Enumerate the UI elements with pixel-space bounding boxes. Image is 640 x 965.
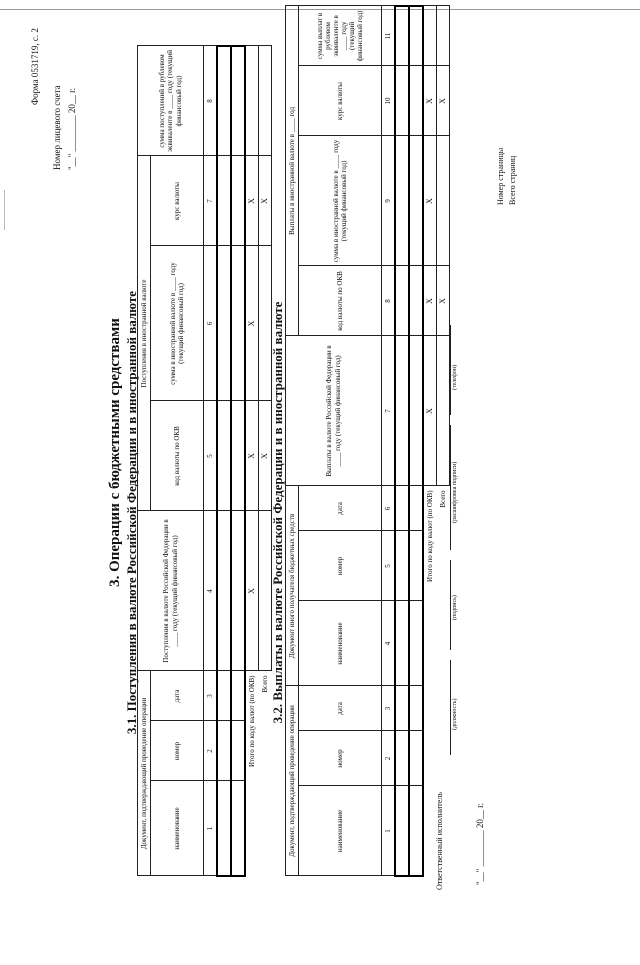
t1-num-2: 2 (204, 721, 218, 781)
t2-col-name: наименование (299, 786, 382, 876)
t2-total-all-label: Всего (438, 490, 447, 508)
t1-total-okv-equiv (245, 46, 259, 156)
t1-col-date: дата (151, 671, 204, 721)
t2-num-5: 5 (382, 531, 396, 601)
t1-row2-sum (231, 246, 245, 401)
t2-row1-sum (395, 136, 409, 266)
t2-col-date: дата (299, 686, 382, 731)
table-row (409, 6, 423, 876)
t2-col-rec-number: номер (299, 531, 382, 601)
t2-total-all-sum (437, 136, 450, 266)
t1-col-number: номер (151, 721, 204, 781)
t1-row2-number (231, 721, 245, 781)
t2-col-number: номер (299, 731, 382, 786)
t1-row1-rub (217, 511, 231, 671)
t1-num-7: 7 (204, 156, 218, 246)
account-number-label: Номер лицевого счета (52, 85, 62, 170)
t2-total-okv-rub: X (423, 336, 437, 486)
table1-title: 3.1. Поступления в валюте Российской Федерации и в иностранной валюте (124, 290, 139, 735)
t2-row2-rec-date (409, 486, 423, 531)
t1-row2-okv (231, 401, 245, 511)
t1-row1-number (217, 721, 231, 781)
t1-num-1: 1 (204, 781, 218, 876)
t2-num-2: 2 (382, 731, 396, 786)
t2-row2-name (409, 786, 423, 876)
t2-total-all-okv: X (437, 266, 450, 336)
position-line (450, 660, 451, 755)
table-receipts (137, 45, 272, 877)
signature-line (450, 560, 451, 650)
t1-total-all-okv: X (259, 401, 272, 511)
form-number: Форма 0531719, с. 2 (30, 28, 40, 105)
t1-total-okv-sum: X (245, 246, 259, 401)
t2-foreign-group: Выплаты в иностранной валюте в ____ год (286, 6, 299, 336)
t2-total-okv-okv: X (423, 266, 437, 336)
t2-col-rub: Выплаты в валюте Российской Федерации в ____ году (текущий финансовый год) (286, 336, 382, 486)
t1-row2-date (231, 671, 245, 721)
decode-caption: (расшифровка подписи) (452, 461, 458, 523)
t2-total-okv-rate: X (423, 66, 437, 136)
t2-col-sum: сумма в иностранной валюте в ____ году (текущий финансовый год) (299, 136, 382, 266)
page-info (495, 148, 519, 205)
t1-total-okv-rub: X (245, 511, 259, 671)
t2-row2-date (409, 686, 423, 731)
footer-date: "__" ________ 20__ г. (475, 802, 485, 885)
signature-caption: (подпись) (452, 595, 458, 620)
t2-row1-okv (395, 266, 409, 336)
t2-total-all-rate: X (437, 66, 450, 136)
t2-row1-date (395, 686, 409, 731)
t2-row1-rate (395, 66, 409, 136)
t1-row1-name (217, 781, 231, 876)
t2-num-9: 9 (382, 136, 396, 266)
t2-col-rate: курс валюты (299, 66, 382, 136)
t1-total-all-label: Всего (260, 675, 269, 693)
t2-row2-rate (409, 66, 423, 136)
t2-row1-rub (395, 336, 409, 486)
t2-row2-rec-name (409, 601, 423, 686)
t1-row1-sum (217, 246, 231, 401)
t1-row2-name (231, 781, 245, 876)
t2-doc-group: Документ, подтверждающий проведение операции (286, 686, 299, 876)
t1-row2-rub (231, 511, 245, 671)
t1-col-name: наименование (151, 781, 204, 876)
total-pages-label: Всего страниц (508, 155, 517, 205)
t1-total-okv-rate: X (245, 156, 259, 246)
t1-num-3: 3 (204, 671, 218, 721)
t2-row2-sum (409, 136, 423, 266)
t2-row1-rec-name (395, 601, 409, 686)
decode-line (450, 425, 451, 550)
phone-line (450, 325, 451, 415)
t1-total-okv-okv: X (245, 401, 259, 511)
t2-num-7: 7 (382, 336, 396, 486)
t2-row1-equiv (395, 6, 409, 66)
t2-row1-rec-number (395, 531, 409, 601)
t1-col-rate: курс валюты (151, 156, 204, 246)
t2-col-rec-date: дата (299, 486, 382, 531)
t1-num-4: 4 (204, 511, 218, 671)
t2-num-8: 8 (382, 266, 396, 336)
t2-recipient-group: Документ иного получателя бюджетных средств (286, 486, 299, 686)
table-row (395, 6, 409, 876)
section-title: 3. Операции с бюджетными средствами (107, 318, 123, 587)
t1-num-5: 5 (204, 401, 218, 511)
t2-num-10: 10 (382, 66, 396, 136)
t1-num-8: 8 (204, 46, 218, 156)
t1-row2-equiv (231, 46, 245, 156)
page-number-label: Номер страницы (496, 147, 505, 205)
t1-col-sum: сумма в иностранной валюте в ____ году (текущий финансовый год) (151, 246, 204, 401)
table-row (217, 46, 231, 876)
t1-total-okv-label: Итого по коду валют (по ОКВ) (248, 675, 257, 767)
t2-row2-rub (409, 336, 423, 486)
t2-col-equiv: сумма выплат в рублевом эквиваленте в ____ году (текущий финансовый год) (299, 6, 382, 66)
t2-row2-number (409, 731, 423, 786)
t2-total-okv-equiv (423, 6, 437, 66)
t1-foreign-group: Поступления в иностранной валюте (138, 156, 151, 511)
t1-row1-rate (217, 156, 231, 246)
t1-row1-date (217, 671, 231, 721)
table2-title: 3.2. Выплаты в валюте Российской Федерации и в иностранной валюте (270, 301, 285, 724)
t2-total-all-equiv (437, 6, 450, 66)
t2-num-1: 1 (382, 786, 396, 876)
t2-total-okv-sum: X (423, 136, 437, 266)
t2-row1-number (395, 731, 409, 786)
executor-label: Ответственный исполнитель (435, 792, 444, 890)
t1-col-okv: код валюты по ОКВ (151, 401, 204, 511)
table-payments (285, 5, 450, 877)
t1-row1-equiv (217, 46, 231, 156)
position-caption: (должность) (452, 698, 458, 730)
t2-total-all-rub (437, 336, 450, 486)
t1-row2-rate (231, 156, 245, 246)
t2-num-4: 4 (382, 601, 396, 686)
t1-col-equiv: сумма поступлений в рублевом эквиваленте в ____ году (текущий финансовый год) (138, 46, 204, 156)
t2-num-3: 3 (382, 686, 396, 731)
header-date: "__" ________ 20__ г. (67, 87, 77, 170)
t1-col-rub: Поступления в валюте Российской Федерации в ____ году (текущий финансовый год) (138, 511, 204, 671)
t1-num-6: 6 (204, 246, 218, 401)
table-row (231, 46, 245, 876)
t2-row1-name (395, 786, 409, 876)
t2-col-okv: код валюты по ОКВ (299, 266, 382, 336)
t2-num-11: 11 (382, 6, 396, 66)
phone-caption: (телефон) (452, 364, 458, 390)
t1-doc-group: Документ, подтверждающий проведение операции (138, 671, 151, 876)
t1-total-all-rate: X (259, 156, 272, 246)
t1-row1-okv (217, 401, 231, 511)
t2-col-rec-name: наименование (299, 601, 382, 686)
t2-row1-rec-date (395, 486, 409, 531)
t2-row2-equiv (409, 6, 423, 66)
t2-total-okv-label: Итого по коду валют (по ОКВ) (426, 490, 435, 582)
t2-num-6: 6 (382, 486, 396, 531)
t2-row2-rec-number (409, 531, 423, 601)
t2-row2-okv (409, 266, 423, 336)
